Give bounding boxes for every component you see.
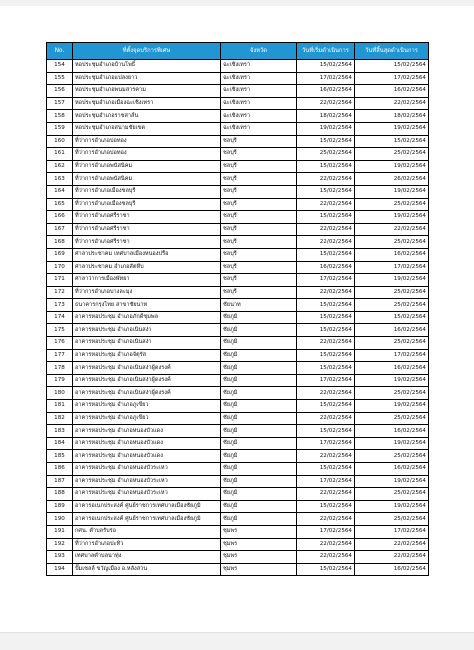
- row-province: ฉะเชิงเทรา: [221, 110, 297, 123]
- row-start-date: 22/02/2564: [297, 236, 355, 249]
- row-start-date: 15/02/2564: [297, 425, 355, 438]
- row-place: ที่ว่าการอำเภอเมืองชลบุรี: [73, 185, 221, 198]
- row-start-date: 22/02/2564: [297, 97, 355, 110]
- row-start-date: 17/02/2564: [297, 72, 355, 85]
- row-start-date: 15/02/2564: [297, 299, 355, 312]
- row-province: ชัยภูมิ: [221, 437, 297, 450]
- row-end-date: 19/02/2564: [355, 185, 429, 198]
- row-end-date: 16/02/2564: [355, 324, 429, 337]
- row-province: ชลบุรี: [221, 248, 297, 261]
- row-start-date: 22/02/2564: [297, 337, 355, 350]
- row-place: ศาลาประชาคม เทศบาลเมืองหนองปรือ: [73, 248, 221, 261]
- row-place: หอประชุมอำเภอพนมสารคาม: [73, 85, 221, 98]
- row-place: อาคารหอประชุม อำเภอเนินสง่าผู้ดงรงค์: [73, 387, 221, 400]
- row-start-date: 15/02/2564: [297, 185, 355, 198]
- row-end-date: 15/02/2564: [355, 311, 429, 324]
- row-end-date: 25/02/2564: [355, 387, 429, 400]
- row-place: อาคารหอประชุม อำเภอหนองบัวแดง: [73, 437, 221, 450]
- table-row: [47, 122, 429, 135]
- row-start-date: 18/02/2564: [297, 110, 355, 123]
- table-row: [47, 538, 429, 551]
- row-province: ชัยภูมิ: [221, 337, 297, 350]
- row-place: อาคารหอประชุม อำเภอภูเขียว: [73, 400, 221, 413]
- row-end-date: 22/02/2564: [355, 551, 429, 564]
- row-place: หอประชุมอำเภอเมืองฉะเชิงเทรา: [73, 97, 221, 110]
- table-row: [47, 173, 429, 186]
- row-number: 157: [47, 97, 73, 110]
- row-number: 160: [47, 135, 73, 148]
- row-end-date: 25/02/2564: [355, 286, 429, 299]
- row-place: อาคารหอประชุม อำเภอหนองบัวระเหว: [73, 463, 221, 476]
- row-place: อาคารหอประชุม อำเภอภักดีชุมพล: [73, 311, 221, 324]
- row-end-date: 15/02/2564: [355, 135, 429, 148]
- row-end-date: 25/02/2564: [355, 337, 429, 350]
- row-end-date: 25/02/2564: [355, 236, 429, 249]
- row-start-date: 22/02/2564: [297, 538, 355, 551]
- row-province: ชุมพร: [221, 525, 297, 538]
- table-row: [47, 185, 429, 198]
- row-number: 156: [47, 85, 73, 98]
- row-start-date: 17/02/2564: [297, 374, 355, 387]
- row-number: 165: [47, 198, 73, 211]
- row-number: 164: [47, 185, 73, 198]
- table-row: [47, 450, 429, 463]
- row-number: 186: [47, 463, 73, 476]
- row-end-date: 16/02/2564: [355, 85, 429, 98]
- row-place: ปั๊มเชลล์ ขวัญเมือง อ.หลังสวน: [73, 563, 221, 576]
- row-province: ชัยภูมิ: [221, 425, 297, 438]
- table-row: [47, 198, 429, 211]
- row-start-date: 17/02/2564: [297, 475, 355, 488]
- row-number: 194: [47, 563, 73, 576]
- table-row: [47, 400, 429, 413]
- row-place: ศาลาว่าการเมืองพัทยา: [73, 274, 221, 287]
- row-place: ที่ว่าการอำเภอเมืองชลบุรี: [73, 198, 221, 211]
- row-start-date: 22/02/2564: [297, 551, 355, 564]
- header-start-date: วันที่เริ่มดำเนินการ: [297, 43, 355, 60]
- row-place: ที่ว่าการอำเภอพนัสนิคม: [73, 173, 221, 186]
- table-row: [47, 211, 429, 224]
- row-number: 175: [47, 324, 73, 337]
- row-place: ที่ว่าการอำเภอบ่อทอง: [73, 135, 221, 148]
- row-end-date: 19/02/2564: [355, 160, 429, 173]
- table-body: [47, 60, 429, 576]
- row-place: หอประชุมอำเภอบ้านโพธิ์: [73, 60, 221, 73]
- row-start-date: 17/02/2564: [297, 437, 355, 450]
- table-row: [47, 513, 429, 526]
- row-number: 180: [47, 387, 73, 400]
- row-province: ชัยภูมิ: [221, 374, 297, 387]
- row-number: 178: [47, 362, 73, 375]
- row-province: ฉะเชิงเทรา: [221, 97, 297, 110]
- table-row: [47, 324, 429, 337]
- row-number: 161: [47, 148, 73, 161]
- row-start-date: 15/02/2564: [297, 463, 355, 476]
- row-start-date: 22/02/2564: [297, 387, 355, 400]
- table-row: [47, 60, 429, 73]
- header-place: ที่ตั้งจุดบริการพิเศษ: [73, 43, 221, 60]
- table-row: [47, 97, 429, 110]
- row-province: ชลบุรี: [221, 135, 297, 148]
- row-place: อาคารหอประชุม อำเภอเนินสง่า: [73, 324, 221, 337]
- row-province: ชลบุรี: [221, 160, 297, 173]
- row-province: ชัยภูมิ: [221, 475, 297, 488]
- row-start-date: 22/02/2564: [297, 223, 355, 236]
- table-row: [47, 337, 429, 350]
- table-row: [47, 236, 429, 249]
- table-row: [47, 135, 429, 148]
- row-province: ชัยภูมิ: [221, 400, 297, 413]
- row-place: อาคารอเนกประสงค์ ศูนย์ราชการเทศบาลเมืองชัยภูมิ: [73, 500, 221, 513]
- row-end-date: 25/02/2564: [355, 450, 429, 463]
- row-province: ชัยภูมิ: [221, 412, 297, 425]
- row-place: ที่ว่าการอำเภอปะทิว: [73, 538, 221, 551]
- row-province: ชัยภูมิ: [221, 450, 297, 463]
- row-number: 170: [47, 261, 73, 274]
- row-start-date: 15/02/2564: [297, 563, 355, 576]
- row-start-date: 15/02/2564: [297, 60, 355, 73]
- row-end-date: 25/02/2564: [355, 488, 429, 501]
- row-end-date: 16/02/2564: [355, 248, 429, 261]
- row-province: ชลบุรี: [221, 261, 297, 274]
- row-number: 177: [47, 349, 73, 362]
- row-place: กศน. ตำบลรับร่อ: [73, 525, 221, 538]
- row-start-date: 15/02/2564: [297, 349, 355, 362]
- row-number: 184: [47, 437, 73, 450]
- row-number: 159: [47, 122, 73, 135]
- row-start-date: 22/02/2564: [297, 198, 355, 211]
- row-place: ที่ว่าการอำเภอบางละมุง: [73, 286, 221, 299]
- table-row: [47, 475, 429, 488]
- row-province: ชัยภูมิ: [221, 387, 297, 400]
- row-end-date: 25/02/2564: [355, 513, 429, 526]
- row-province: ฉะเชิงเทรา: [221, 122, 297, 135]
- row-end-date: 19/02/2564: [355, 122, 429, 135]
- row-number: 154: [47, 60, 73, 73]
- row-province: ชลบุรี: [221, 173, 297, 186]
- row-end-date: 25/02/2564: [355, 299, 429, 312]
- row-place: ที่ว่าการอำเภอศรีราชา: [73, 223, 221, 236]
- row-place: หอประชุมอำเภอสนามชัยเขต: [73, 122, 221, 135]
- row-number: 193: [47, 551, 73, 564]
- row-place: อาคารหอประชุม อำเภอหนองบัวระเหว: [73, 475, 221, 488]
- row-start-date: 22/02/2564: [297, 286, 355, 299]
- row-province: ชลบุรี: [221, 198, 297, 211]
- row-number: 172: [47, 286, 73, 299]
- table-row: [47, 488, 429, 501]
- row-place: ศาลาประชาคม อำเภอสัตหีบ: [73, 261, 221, 274]
- row-start-date: 15/02/2564: [297, 160, 355, 173]
- row-end-date: 25/02/2564: [355, 412, 429, 425]
- row-end-date: 19/02/2564: [355, 211, 429, 224]
- row-start-date: 22/02/2564: [297, 450, 355, 463]
- row-end-date: 19/02/2564: [355, 437, 429, 450]
- row-start-date: 17/02/2564: [297, 274, 355, 287]
- row-province: ฉะเชิงเทรา: [221, 85, 297, 98]
- row-number: 192: [47, 538, 73, 551]
- row-place: ที่ว่าการอำเภอบ่อทอง: [73, 148, 221, 161]
- row-start-date: 22/02/2564: [297, 513, 355, 526]
- row-start-date: 15/02/2564: [297, 362, 355, 375]
- row-end-date: 17/02/2564: [355, 349, 429, 362]
- viewer-bottom-bar: [0, 632, 474, 650]
- row-place: ที่ว่าการอำเภอพนัสนิคม: [73, 160, 221, 173]
- row-end-date: 17/02/2564: [355, 261, 429, 274]
- row-province: ชัยภูมิ: [221, 324, 297, 337]
- row-province: ชลบุรี: [221, 223, 297, 236]
- row-number: 155: [47, 72, 73, 85]
- row-place: อาคารหอประชุม อำเภอหนองบัวแดง: [73, 450, 221, 463]
- row-province: ชลบุรี: [221, 211, 297, 224]
- row-province: ชลบุรี: [221, 286, 297, 299]
- row-number: 171: [47, 274, 73, 287]
- table-row: [47, 425, 429, 438]
- viewer-top-bar: [0, 0, 474, 6]
- row-province: ชุมพร: [221, 538, 297, 551]
- row-number: 191: [47, 525, 73, 538]
- table-row: [47, 110, 429, 123]
- row-start-date: 16/02/2564: [297, 261, 355, 274]
- row-province: ชุมพร: [221, 563, 297, 576]
- row-place: ที่ว่าการอำเภอศรีราชา: [73, 211, 221, 224]
- row-place: อาคารหอประชุม อำเภอเนินสง่าผู้ดงรงค์: [73, 362, 221, 375]
- row-start-date: 15/02/2564: [297, 211, 355, 224]
- row-number: 167: [47, 223, 73, 236]
- row-end-date: 19/02/2564: [355, 500, 429, 513]
- row-end-date: 22/02/2564: [355, 538, 429, 551]
- row-number: 174: [47, 311, 73, 324]
- row-end-date: 19/02/2564: [355, 274, 429, 287]
- row-number: 190: [47, 513, 73, 526]
- row-province: ชลบุรี: [221, 148, 297, 161]
- table-row: [47, 299, 429, 312]
- row-number: 169: [47, 248, 73, 261]
- row-number: 173: [47, 299, 73, 312]
- row-end-date: 19/02/2564: [355, 475, 429, 488]
- row-province: ชัยภูมิ: [221, 463, 297, 476]
- table-row: [47, 362, 429, 375]
- row-number: 168: [47, 236, 73, 249]
- row-number: 183: [47, 425, 73, 438]
- row-start-date: 22/02/2564: [297, 173, 355, 186]
- table-row: [47, 412, 429, 425]
- header-end-date: วันที่สิ้นสุดดำเนินการ: [355, 43, 429, 60]
- row-start-date: 15/02/2564: [297, 400, 355, 413]
- row-number: 188: [47, 488, 73, 501]
- row-place: เทศบาลตำบลนาทุ่ง: [73, 551, 221, 564]
- row-end-date: 22/02/2564: [355, 97, 429, 110]
- row-end-date: 19/02/2564: [355, 400, 429, 413]
- table-row: [47, 148, 429, 161]
- table-row: [47, 311, 429, 324]
- row-end-date: 16/02/2564: [355, 362, 429, 375]
- row-place: อาคารหอประชุม อำเภอจัตุรัส: [73, 349, 221, 362]
- table-row: [47, 223, 429, 236]
- row-start-date: 15/02/2564: [297, 135, 355, 148]
- row-number: 158: [47, 110, 73, 123]
- row-start-date: 17/02/2564: [297, 525, 355, 538]
- table-row: [47, 349, 429, 362]
- row-province: ชัยภูมิ: [221, 500, 297, 513]
- table-row: [47, 85, 429, 98]
- row-province: ชัยภูมิ: [221, 488, 297, 501]
- row-place: อาคารหอประชุม อำเภอเนินสง่า: [73, 337, 221, 350]
- row-province: ฉะเชิงเทรา: [221, 60, 297, 73]
- row-place: ธนาคารกรุงไทย สาขาชัยนาท: [73, 299, 221, 312]
- row-number: 187: [47, 475, 73, 488]
- header-province: จังหวัด: [221, 43, 297, 60]
- row-province: ชลบุรี: [221, 274, 297, 287]
- row-province: ชัยภูมิ: [221, 362, 297, 375]
- row-end-date: 22/02/2564: [355, 223, 429, 236]
- row-place: อาคารหอประชุม อำเภอเนินสง่าผู้ดงรงค์: [73, 374, 221, 387]
- row-province: ชัยภูมิ: [221, 311, 297, 324]
- row-province: ชัยภูมิ: [221, 349, 297, 362]
- row-place: อาคารหอประชุม อำเภอภูเขียว: [73, 412, 221, 425]
- header-no: No.: [47, 43, 73, 60]
- row-province: ชลบุรี: [221, 236, 297, 249]
- row-end-date: 16/02/2564: [355, 425, 429, 438]
- row-number: 185: [47, 450, 73, 463]
- row-province: ชุมพร: [221, 551, 297, 564]
- table-row: [47, 500, 429, 513]
- row-number: 179: [47, 374, 73, 387]
- row-number: 189: [47, 500, 73, 513]
- table-row: [47, 274, 429, 287]
- row-place: อาคารหอประชุม อำเภอหนองบัวระเหว: [73, 488, 221, 501]
- table-row: [47, 463, 429, 476]
- service-points-table: [46, 42, 429, 576]
- row-start-date: 22/02/2564: [297, 412, 355, 425]
- table-row: [47, 261, 429, 274]
- row-end-date: 25/02/2564: [355, 148, 429, 161]
- row-end-date: 17/02/2564: [355, 525, 429, 538]
- row-number: 182: [47, 412, 73, 425]
- row-place: อาคารอเนกประสงค์ ศูนย์ราชการเทศบาลเมืองชัยภูมิ: [73, 513, 221, 526]
- table-row: [47, 437, 429, 450]
- row-end-date: 16/02/2564: [355, 463, 429, 476]
- row-start-date: 15/02/2564: [297, 311, 355, 324]
- table-row: [47, 248, 429, 261]
- row-number: 176: [47, 337, 73, 350]
- row-start-date: 15/02/2564: [297, 324, 355, 337]
- row-start-date: 25/02/2564: [297, 148, 355, 161]
- row-end-date: 15/02/2564: [355, 60, 429, 73]
- row-place: ที่ว่าการอำเภอศรีราชา: [73, 236, 221, 249]
- row-number: 162: [47, 160, 73, 173]
- row-start-date: 22/02/2564: [297, 488, 355, 501]
- row-number: 166: [47, 211, 73, 224]
- table-row: [47, 387, 429, 400]
- row-place: หอประชุมอำเภอแปลงยาว: [73, 72, 221, 85]
- row-start-date: 15/02/2564: [297, 248, 355, 261]
- row-start-date: 19/02/2564: [297, 122, 355, 135]
- row-end-date: 17/02/2564: [355, 72, 429, 85]
- table-row: [47, 374, 429, 387]
- row-place: หอประชุมอำเภอราชสาส์น: [73, 110, 221, 123]
- row-end-date: 16/02/2564: [355, 563, 429, 576]
- table-header-row: [47, 43, 429, 60]
- row-start-date: 16/02/2564: [297, 85, 355, 98]
- table-row: [47, 160, 429, 173]
- table-row: [47, 72, 429, 85]
- row-end-date: 25/02/2564: [355, 198, 429, 211]
- row-province: ชลบุรี: [221, 185, 297, 198]
- table-row: [47, 525, 429, 538]
- row-end-date: 26/02/2564: [355, 173, 429, 186]
- row-number: 181: [47, 400, 73, 413]
- row-start-date: 15/02/2564: [297, 500, 355, 513]
- table-row: [47, 551, 429, 564]
- row-province: ชัยภูมิ: [221, 513, 297, 526]
- row-end-date: 19/02/2564: [355, 374, 429, 387]
- table-row: [47, 286, 429, 299]
- row-province: ฉะเชิงเทรา: [221, 72, 297, 85]
- row-end-date: 18/02/2564: [355, 110, 429, 123]
- row-place: อาคารหอประชุม อำเภอหนองบัวแดง: [73, 425, 221, 438]
- row-number: 163: [47, 173, 73, 186]
- row-province: ชัยนาท: [221, 299, 297, 312]
- table-row: [47, 563, 429, 576]
